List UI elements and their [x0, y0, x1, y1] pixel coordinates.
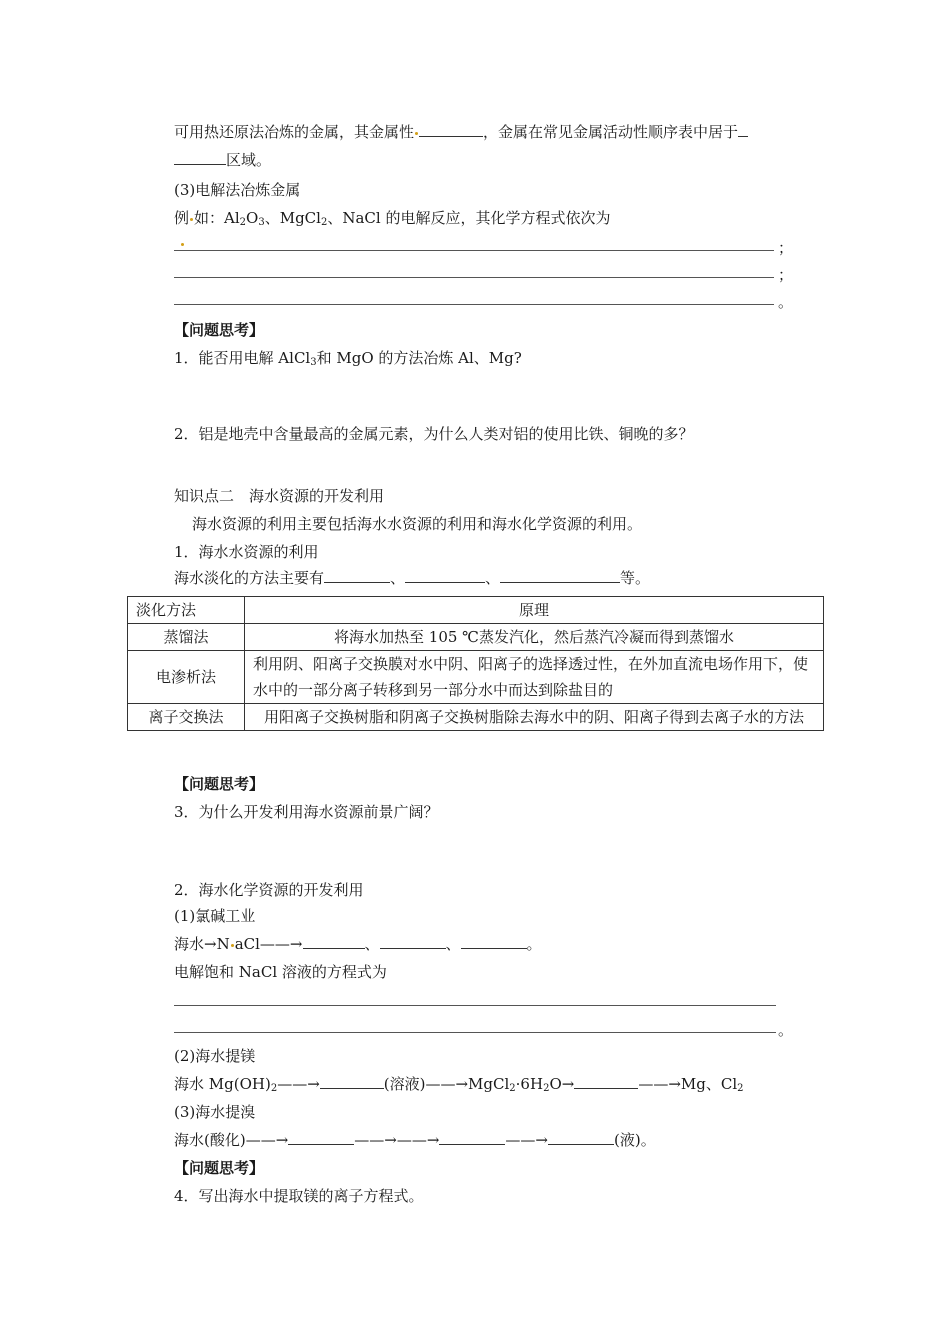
blank-method-1[interactable] — [324, 568, 390, 583]
principle-cell: 利用阴、阳离子交换膜对水中阴、阳离子的选择透过性，在外加直流电场作用下，使水中的一部分离子转移到另一部分水中而达到除盐目的 — [245, 651, 824, 704]
bromine-heading: (3)海水提溴 — [174, 1103, 256, 1121]
blank-br-3[interactable] — [548, 1130, 614, 1145]
question-3: 3．为什么开发利用海水资源前景广阔？ — [174, 803, 439, 821]
blank-method-2[interactable] — [405, 568, 485, 583]
question-2: 2．铝是地壳中含量最高的金属元素，为什么人类对铝的使用比铁、铜晚的多？ — [174, 425, 694, 443]
water-resource-heading: 1．海水水资源的利用 — [174, 543, 319, 561]
electrolysis-example: 例 如：$Al_2O_3$、MgCl$_2$、NaCl 的电解反应，其化学方程式依次为 — [174, 209, 611, 228]
highlight-dot — [415, 132, 418, 135]
blank-metallicity[interactable] — [419, 122, 483, 137]
electrolysis-heading: (3)电解法冶炼金属 — [174, 181, 301, 199]
question-4: 4．写出海水中提取镁的离子方程式。 — [174, 1187, 424, 1205]
table-row — [128, 704, 824, 731]
magnesium-heading: (2)海水提镁 — [174, 1047, 256, 1065]
bromine-line: 海水(酸化)——→ ——→——→ ——→ (液)。 — [174, 1131, 656, 1149]
blank-br-2[interactable] — [439, 1130, 505, 1145]
table-row — [128, 624, 824, 651]
question-think-heading: 【问题思考】 — [174, 321, 265, 339]
table-row — [128, 651, 824, 704]
blank-product-2[interactable] — [380, 934, 446, 949]
blank-mg-2[interactable] — [574, 1074, 638, 1089]
desalination-line: 海水淡化的方法主要有 、 、 等。 — [174, 569, 651, 587]
blank-product-3[interactable] — [461, 934, 527, 949]
hot-reduction-line: 可用热还原法冶炼的金属，其金属性 ，金属在常见金属活动性顺序表中居于 — [174, 122, 748, 142]
method-cell: 电渗析法 — [128, 651, 245, 704]
chlor-alkali-line: 海水→N aCl——→ 、 、 。 — [174, 935, 542, 953]
principle-cell: 用阳离子交换树脂和阴离子交换树脂除去海水中的阴、阳离子得到去离子水的方法 — [245, 704, 824, 731]
answer-line-3[interactable] — [174, 304, 774, 305]
question-1: 1．能否用电解 AlCl$_3$和 MgO 的方法冶炼 Al、Mg? — [174, 349, 522, 368]
question-think-heading: 【问题思考】 — [174, 775, 265, 793]
intro-paragraph: 海水资源的利用主要包括海水水资源的利用和海水化学资源的利用。 — [192, 515, 643, 533]
answer-line-2[interactable] — [174, 277, 774, 278]
blank-position-b[interactable] — [174, 150, 226, 165]
highlight-dot — [231, 944, 234, 947]
blank-method-3[interactable] — [500, 568, 620, 583]
header-principle: 原理 — [245, 597, 824, 624]
highlight-dot — [181, 243, 184, 246]
electrolysis-equation-prompt: 电解饱和 NaCl 溶液的方程式为 — [174, 963, 387, 981]
hot-reduction-line2: 区域。 — [174, 150, 271, 170]
blank-br-1[interactable] — [288, 1130, 354, 1145]
answer-line-5[interactable] — [174, 1032, 776, 1033]
method-cell: 蒸馏法 — [128, 624, 245, 651]
question-think-heading: 【问题思考】 — [174, 1159, 265, 1177]
table-header-row — [128, 597, 824, 624]
answer-line-4[interactable] — [174, 1005, 776, 1006]
desalination-table — [127, 596, 824, 731]
chem-resource-heading: 2．海水化学资源的开发利用 — [174, 881, 364, 899]
highlight-dot — [190, 218, 193, 221]
knowledge-point-title: 知识点二 海水资源的开发利用 — [174, 487, 385, 505]
method-cell: 离子交换法 — [128, 704, 245, 731]
header-method: 淡化方法 — [128, 597, 245, 624]
principle-cell: 将海水加热至 105 ℃蒸发汽化，然后蒸汽冷凝而得到蒸馏水 — [245, 624, 824, 651]
magnesium-line: 海水 $Mg(OH)_2——\to$ (溶液)$——\to MgCl_2\cdot 6H_2O\to$ ——→Mg、$Cl_2$ — [174, 1075, 744, 1094]
chlor-alkali-heading: (1)氯碱工业 — [174, 907, 256, 925]
blank-mg-1[interactable] — [320, 1074, 384, 1089]
blank-position-a[interactable] — [738, 122, 748, 137]
blank-product-1[interactable] — [303, 934, 365, 949]
answer-line-1[interactable] — [174, 250, 774, 251]
